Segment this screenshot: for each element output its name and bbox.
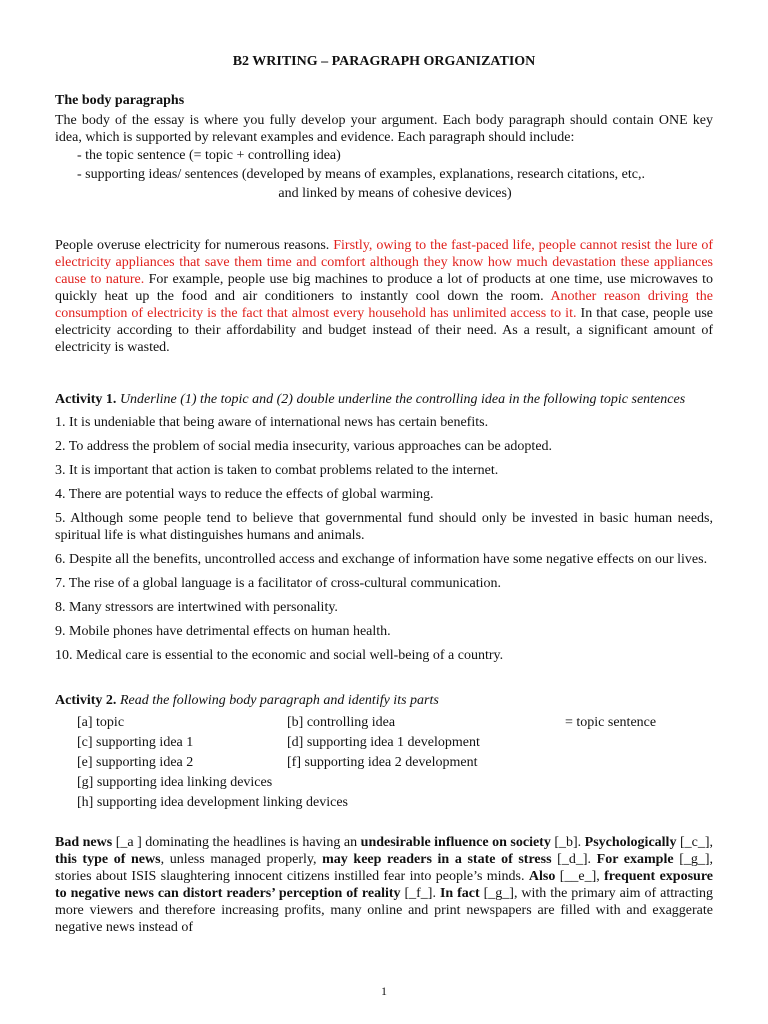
legend-f: [f] supporting idea 2 development	[287, 755, 478, 770]
bold-phrase: Psychologically	[584, 835, 677, 850]
text-run: [_f_].	[400, 886, 440, 901]
text-run: [_g_], with the primary aim of attracting more viewers and therefore increasing profits, many online and print newspapers are filled with and exaggerate negative news instead of	[55, 886, 713, 935]
bullet-item: - supporting ideas/ sentences (developed by means of examples, explanations, research citations, etc,.	[77, 167, 645, 182]
document-page	[55, 54, 713, 936]
activity2-heading	[55, 692, 713, 709]
list-item: 8. Many stressors are intertwined with personality.	[55, 600, 338, 615]
development-sentence: In that case, people use electricity according to their affordability and budget instead of their need. As a result, a significant amount of electricity is wasted.	[55, 306, 714, 355]
legend-c: [c] supporting idea 1	[77, 735, 194, 750]
list-item: 5. Although some people tend to believe that governmental fund should only be invested in basic human needs, spiritual life is what distinguishes humans and animals.	[55, 511, 713, 543]
activity1-heading	[55, 391, 713, 408]
bullet-item-continuation: and linked by means of cohesive devices)	[278, 186, 512, 201]
list-item: 10. Medical care is essential to the economic and social well-being of a country.	[55, 648, 504, 663]
bullet-item: - the topic sentence (= topic + controlling idea)	[77, 148, 341, 163]
list-item: 6. Despite all the benefits, uncontrolled access and exchange of information have some negative effects on our lives.	[55, 552, 708, 567]
section-intro: The body of the essay is where you fully develop your argument. Each body paragraph should contain ONE key idea, which is supported by relevant examples and evidence. Each paragraph should include:	[55, 113, 713, 145]
activity1-label: Activity 1.	[55, 392, 117, 407]
legend-eq: = topic sentence	[565, 715, 657, 730]
topic-sentence: People overuse electricity for numerous reasons.	[55, 238, 330, 253]
legend-row	[77, 773, 713, 793]
bold-phrase: this type of news	[55, 852, 161, 867]
legend-row	[77, 793, 713, 813]
text-run: , unless managed properly,	[160, 852, 323, 867]
section-heading: The body paragraphs	[55, 93, 185, 108]
development-sentence: For example, people use big machines to produce a lot of products at one time, use microwaves to quickly heat up the food and air conditioners to instantly cool down the room.	[55, 272, 713, 304]
list-item: 3. It is important that action is taken to combat problems related to the internet.	[55, 463, 499, 478]
list-item: 2. To address the problem of social media insecurity, various approaches can be adopted.	[55, 439, 553, 454]
example-paragraph	[55, 237, 713, 356]
bold-phrase: Also	[528, 869, 556, 884]
activity2-label: Activity 2.	[55, 693, 117, 708]
legend-row	[77, 753, 713, 773]
legend-row	[77, 713, 713, 733]
text-run: [_a ] dominating the headlines is having an	[112, 835, 361, 850]
page-number: 1	[381, 984, 387, 998]
legend-e: [e] supporting idea 2	[77, 755, 194, 770]
parts-legend	[77, 713, 713, 813]
bold-phrase: undesirable influence on society	[360, 835, 551, 850]
body-paragraph	[55, 834, 713, 936]
legend-g: [g] supporting idea linking devices	[77, 775, 273, 790]
page-title: B2 WRITING – PARAGRAPH ORGANIZATION	[232, 54, 536, 69]
bold-phrase: may keep readers in a state of stress	[322, 852, 552, 867]
supporting-idea-highlight: Firstly, owing to the fast-paced life, people cannot resist the lure of electricity appliances that save them time and comfort although they know how much devastation these appliances cause to nature.	[55, 238, 714, 287]
list-item: 9. Mobile phones have detrimental effects on human health.	[55, 624, 391, 639]
list-item: 1. It is undeniable that being aware of international news has certain benefits.	[55, 415, 489, 430]
text-run: [_b].	[550, 835, 585, 850]
text-run: [_c_],	[676, 835, 713, 850]
bullet-list	[77, 146, 713, 203]
text-run: [_d_].	[551, 852, 597, 867]
activity1-list	[55, 414, 713, 664]
bold-phrase: Bad news	[55, 835, 113, 850]
text-run: [__e_],	[555, 869, 605, 884]
activity1-instruction: Underline (1) the topic and (2) double underline the controlling idea in the following topic sentences	[119, 392, 686, 407]
text-run: [_g_], stories about ISIS slaughtering innocent citizens instilled fear into people’s minds.	[55, 852, 714, 884]
legend-h: [h] supporting idea development linking devices	[77, 795, 348, 810]
list-item: 7. The rise of a global language is a facilitator of cross-cultural communication.	[55, 576, 502, 591]
bold-phrase: frequent exposure to negative news can distort readers’ perception of reality	[55, 869, 713, 901]
legend-d: [d] supporting idea 1 development	[287, 735, 480, 750]
legend-a: [a] topic	[77, 715, 125, 730]
activity2-instruction: Read the following body paragraph and identify its parts	[119, 693, 439, 708]
supporting-idea-highlight: Another reason driving the consumption of electricity is the fact that almost every household has unlimited access to it.	[55, 289, 713, 321]
bold-phrase: For example	[596, 852, 674, 867]
legend-row	[77, 733, 713, 753]
legend-b: [b] controlling idea	[287, 715, 396, 730]
bold-phrase: In fact	[439, 886, 480, 901]
list-item: 4. There are potential ways to reduce the effects of global warming.	[55, 487, 434, 502]
